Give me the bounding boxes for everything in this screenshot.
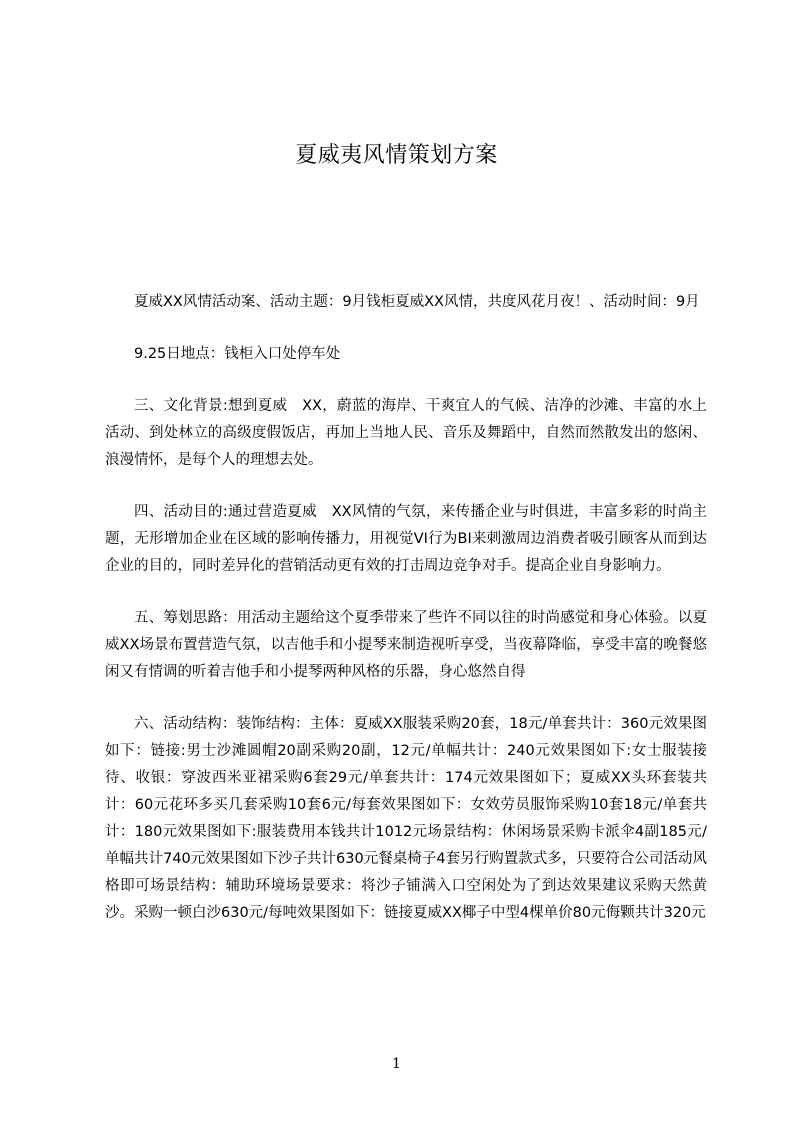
- paragraph-activity-theme: 夏威XX风情活动案、活动主题：9月钱柜夏威XX风情，共度风花月夜！、活动时间：9月: [134, 294, 700, 310]
- paragraph-cultural-background: 三、文化背景:想到夏威 XX，蔚蓝的海岸、干爽宜人的气候、洁净的沙滩、丰富的水上活动、到处林立的高级度假饭店，再加上当地人民、音乐及舞蹈中，自然而然散发出的悠闲、浪漫情怀，是每个人的理想去处。: [105, 398, 707, 468]
- document-title: 夏威夷风情策划方案: [295, 143, 498, 168]
- paragraph-location: 9.25日地点：钱柜入口处停车处: [134, 346, 341, 362]
- page-number: 1: [392, 1056, 401, 1072]
- paragraph-planning-idea: 五、筹划思路：用活动主题给这个夏季带来了些许不同以往的时尚感觉和身心体验。以夏威XX场景布置营造气氛，以吉他手和小提琴来制造视听享受，当夜幕降临，享受丰富的晚餐悠闲又有情调的听着吉他手和小提琴两种风格的乐器，身心悠然自得: [105, 610, 707, 680]
- paragraph-activity-structure: 六、活动结构：装饰结构：主体：夏威XX服装采购20套，18元/单套共计：360元效果图如下：链接:男士沙滩圆帽20副采购20副，12元/单幅共计：240元效果图如下:女士服装接待、收银：穿波西米亚裙采购6套29元/单套共计：174元效果图如下；夏威XX头环套装共计：60元花环多买几套采购10套6元/每套效果图如下：女效劳员服饰采购10套18元/单套共计：180元效果图如下:服装费用本钱共计1012元场景结构：休闲场景采购卡派伞4副185元/单幅共计740元效果图如下沙子共计630元餐桌椅子4套另行购置款式多，只要符合公司活动风格即可场景结构：辅助环境场景要求：将沙子铺满入口空闲处为了到达效果建议采购天然黄沙。采购一顿白沙630元/每吨效果图如下：链接夏威XX椰子中型4棵单价80元侮颗共计320元: [105, 716, 707, 921]
- paragraph-activity-purpose: 四、活动目的:通过营造夏威 XX风情的气氛，来传播企业与时俱进，丰富多彩的时尚主题，无形增加企业在区域的影响传播力，用视觉VI行为BI来刺激周边消费者吸引顾客从而到达企业的目的，同时差异化的营销活动更有效的打击周边竞争对手。提高企业自身影响力。: [105, 504, 707, 574]
- document-body: [105, 289, 707, 952]
